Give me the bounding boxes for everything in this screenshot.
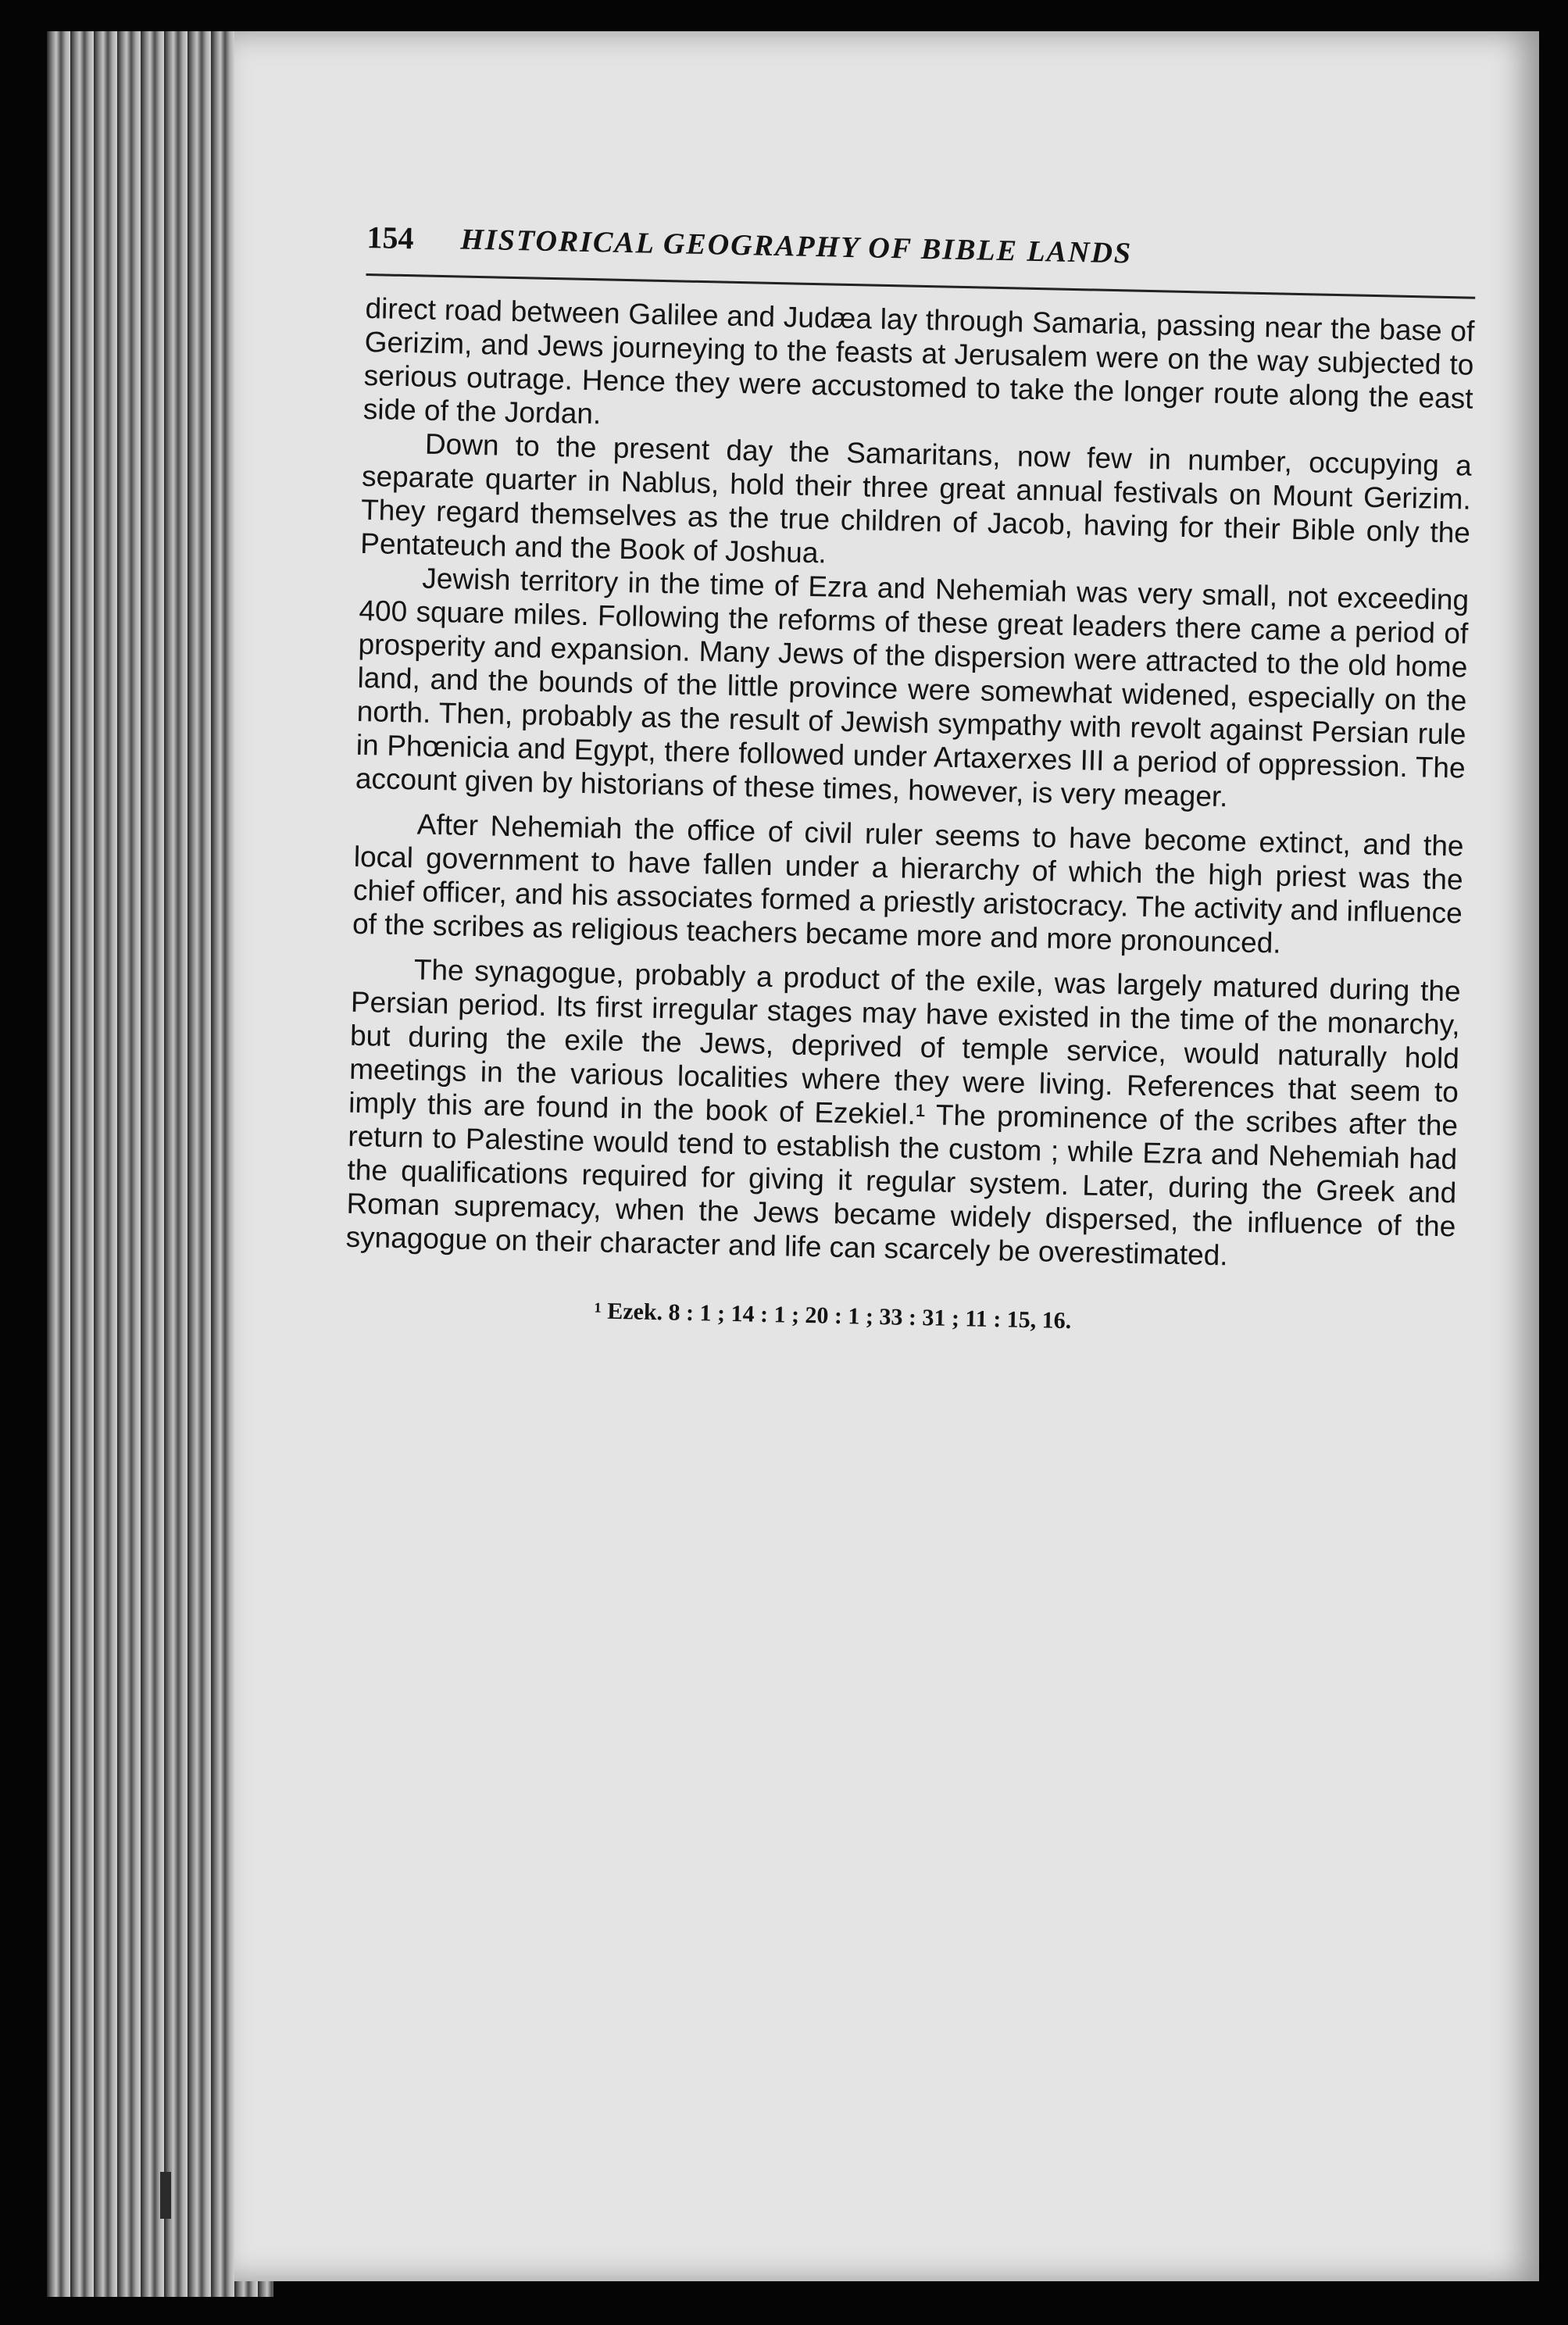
paragraph-2: Down to the present day the Samaritans, now few in number, occupying a separate quarter in Nablus, hold their three great annual festivals on Mount Gerizim. They regard themselves as the true children of Jacob, having for their Bible only the Pentateuch and the Book of Joshua. <box>359 427 1473 570</box>
binding-mark <box>160 2172 171 2219</box>
running-head <box>366 219 1476 299</box>
page-content <box>344 219 1476 1342</box>
paragraph-5: The synagogue, probably a product of the exile, was largely matured during the Persian period. Its first irregular stages may have existed in the time of the monarchy, but during the exile the Jews, deprived of temple service, would naturally hold meetings in the various localities where they were living. References that seem to imply this are found in the book of Ezekiel.¹ The prominence of the scribes after the return to Palestine would tend to establish the custom ; while Ezra and Nehemiah had the qualifications required for giving it regular system. Later, during the Greek and Roman supremacy, when the Jews became widely dispersed, the influence of the synagogue on their character and life can scarcely be overestimated. <box>345 953 1462 1272</box>
paragraph-1: direct road between Galilee and Judæa lay through Samaria, passing near the base of Gerizim, and Jews journeying to the feasts at Jerusalem were on the way subjected to serious outrage. Hence they were accustomed to take the longer route along the east side of the Jordan. <box>363 291 1475 430</box>
page-number: 154 <box>366 219 414 256</box>
book-page <box>234 31 1539 2281</box>
paragraph-4: After Nehemiah the office of civil ruler seems to have become extinct, and the local government to have fallen under a hierarchy of which the high priest was the chief officer, and his associates formed a priestly aristocracy. The activity and influence of the scribes as religious teachers became more and more pronounced. <box>352 808 1464 959</box>
book-title: HISTORICAL GEOGRAPHY OF BIBLE LANDS <box>460 223 1133 270</box>
footnote: ¹ Ezek. 8 : 1 ; 14 : 1 ; 20 : 1 ; 33 : 31 ; 11 : 15, 16. <box>594 1298 1072 1334</box>
paragraph-3: Jewish territory in the time of Ezra and Nehemiah was very small, not exceeding 400 square miles. Following the reforms of these great leaders there came a period of prosperity and expansion. Many Jews of the dispersion were attracted to the old home land, and the bounds of the little province were somewhat widened, especially on the north. Then, probably as the result of Jewish sympathy with revolt against Persian rule in Phœnicia and Egypt, there followed under Artaxerxes III a period of oppression. The account given by historians of these times, however, is very meager. <box>355 562 1470 813</box>
